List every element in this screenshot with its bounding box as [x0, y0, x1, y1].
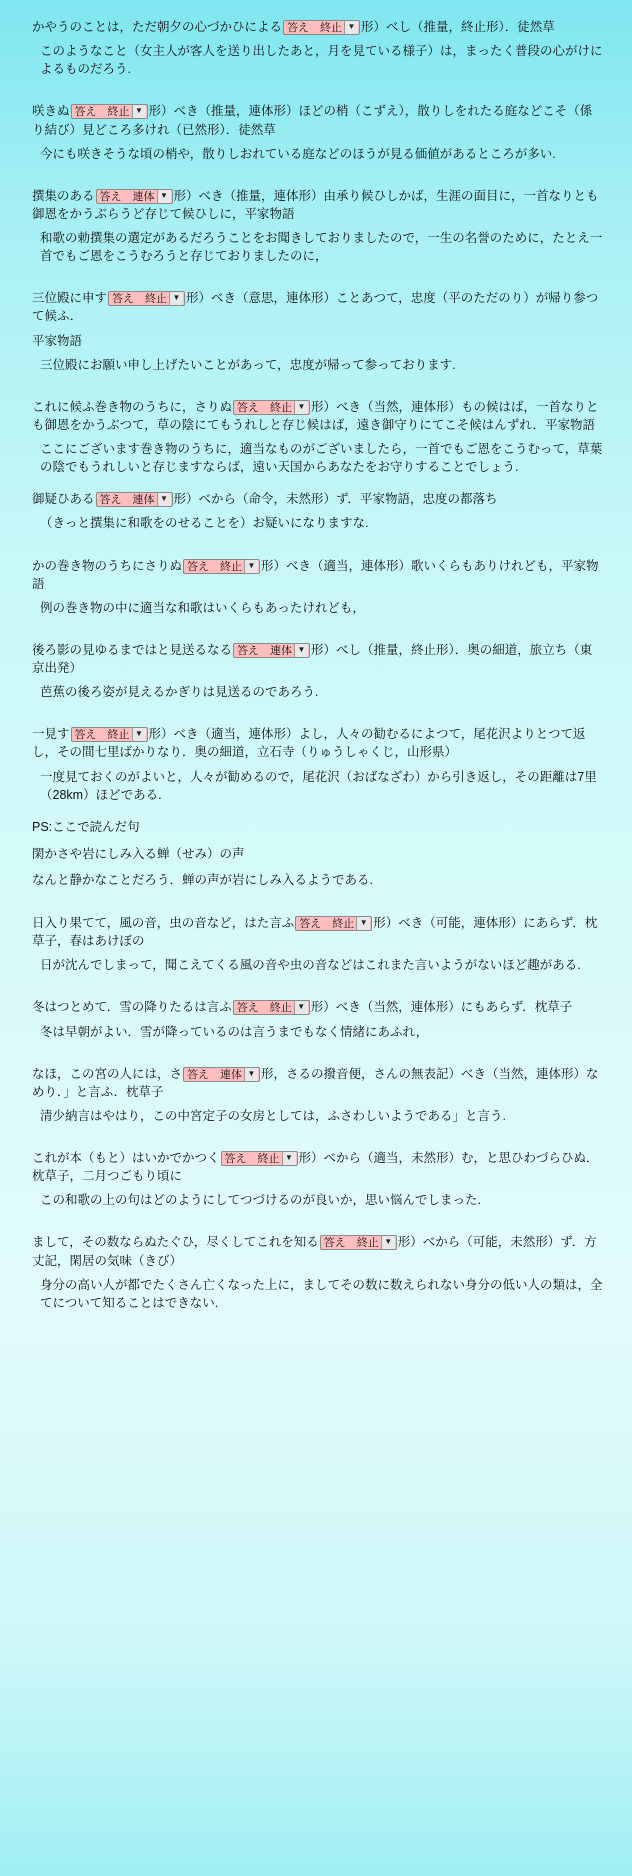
- answer-line: 例の巻き物の中に適当な和歌はいくらもあったけれども，: [40, 600, 365, 615]
- exercise-block: [18, 490, 614, 532]
- question-text-before: かの巻き物のうちにさりぬ: [32, 558, 183, 573]
- question-text-after: 形，さるの撥音便，さんの無表記）べき（当然，連体形）なめり．」と言ふ．枕草子: [32, 1066, 599, 1099]
- question-text-before: これに候ふ巻き物のうちに，さりぬ: [32, 399, 233, 414]
- question-line: [18, 557, 614, 593]
- spacer: [18, 1055, 614, 1065]
- question-text-before: これが本（もと）はいかでかつく: [32, 1151, 220, 1165]
- exercise-block: [18, 725, 614, 804]
- answer-select[interactable]: [108, 291, 185, 306]
- exercise-block: [18, 557, 614, 617]
- question-text-before: 撰集のある: [32, 188, 95, 203]
- answer-select[interactable]: [233, 400, 310, 415]
- haiku-text: 閑かさや岩にしみ入る蝉（せみ）の声: [32, 846, 245, 861]
- answer-select-value: 答え 終止: [187, 560, 243, 573]
- question-text-before: 日入り果てて，風の音，虫の音など，はた言ふ: [32, 916, 295, 930]
- question-text-after: 形）べき（推量，連体形）ほどの梢（こずえ），散りしをれたる庭などこそ（係り結び）見どころ多けれ（已然形）．徒然草: [32, 104, 593, 137]
- exercise-block: [18, 187, 614, 266]
- question-text-after: 形）べき（適当，連体形）歌いくらもありけれども，平家物語: [32, 558, 599, 591]
- exercise-block: [18, 18, 614, 78]
- question-text-after: 形）べき（推量，連体形）由承り候ひしかば，生涯の面目に，一首なりとも御恩をかうぶらうど存じて候ひしに，平家物語: [32, 188, 599, 221]
- chevron-down-icon[interactable]: ▼: [244, 1068, 258, 1081]
- question-line: [18, 18, 614, 36]
- answer-select-value: 答え 連体: [99, 494, 155, 507]
- answer-select-value: 答え 終止: [237, 401, 293, 414]
- question-line: [18, 725, 614, 761]
- question-line: [18, 289, 614, 325]
- answer-line: 日が沈んでしまって，聞こえてくる風の音や虫の音などはこれまた言いようがないほど趣がある.: [40, 958, 581, 973]
- answer-line: この和歌の上の句はどのようにしてつづけるのが良いか，思い悩んでしまった.: [40, 1193, 481, 1208]
- spacer: [18, 715, 614, 725]
- exercise-block: [18, 289, 614, 374]
- question-text-after: 形）べから（命令，未然形）ず．平家物語，忠度の都落ち: [173, 492, 498, 507]
- chevron-down-icon[interactable]: ▼: [294, 644, 308, 657]
- exercise-block: [18, 641, 614, 701]
- answer-select-value: 答え 終止: [74, 106, 130, 119]
- chevron-down-icon[interactable]: ▼: [132, 105, 146, 118]
- question-text-before: 三位殿に申す: [32, 291, 108, 306]
- question-line: [18, 102, 614, 138]
- answer-select-value: 答え 終止: [236, 1002, 292, 1015]
- chevron-down-icon[interactable]: ▼: [169, 292, 183, 305]
- question-line: [18, 998, 614, 1016]
- chevron-down-icon[interactable]: ▼: [282, 1152, 296, 1165]
- answer-select[interactable]: [183, 1067, 260, 1082]
- answer-select-value: 答え 連体: [237, 644, 293, 657]
- answer-line: 芭蕉の後ろ姿が見えるかぎりは見送るのであろう.: [40, 685, 319, 700]
- question-text-before: 御疑ひある: [32, 492, 95, 507]
- answer-line: ここにございます巻き物のうちに，適当なものがございましたら，一首でもご恩をこうむって，草葉の陰でもうれしいと存じますならば，遠い天国からあなたをお守りすることでしょう.: [40, 442, 603, 475]
- chevron-down-icon[interactable]: ▼: [132, 728, 146, 741]
- answer-select[interactable]: [233, 1000, 310, 1015]
- answer-select[interactable]: [295, 916, 372, 931]
- answer-select[interactable]: [183, 559, 260, 574]
- chevron-down-icon[interactable]: ▼: [381, 1236, 395, 1249]
- answer-select[interactable]: [96, 189, 173, 204]
- question-line: [18, 641, 614, 677]
- exercise-block: [18, 1065, 614, 1125]
- question-text-after: 形）べし（推量，終止形）．徒然草: [361, 20, 555, 34]
- answer-line: 三位殿にお願い申し上げたいことがあって，忠度が帰って参っております.: [40, 357, 456, 372]
- answer-select[interactable]: [96, 492, 173, 507]
- answer-select[interactable]: [283, 20, 360, 35]
- question-text-before: かやうのことは，ただ朝夕の心づかひによる: [32, 20, 283, 34]
- question-text-after: 形）べき（当然，連体形）にもあらず．枕草子: [310, 1000, 573, 1015]
- question-text-after: 形）べき（適当，連体形）よし，人々の勧むるによつて，尾花沢よりとつて返し，その間七里ばかりなり．奥の細道，立石寺（りゅうしゃくじ，山形県）: [32, 727, 586, 760]
- question-source: 平家物語: [32, 333, 83, 348]
- question-text-after: 形）べから（適当，未然形）む，と思ひわづらひぬ．枕草子，二月つごもり頃に: [32, 1151, 599, 1184]
- answer-select-value: 答え 終止: [74, 729, 130, 742]
- answer-line: （きっと撰集に和歌をのせることを）お疑いになりますな.: [40, 516, 369, 531]
- exercise-block: [18, 998, 614, 1040]
- answer-select-value: 答え 終止: [224, 1153, 280, 1165]
- answer-line: 和歌の勅撰集の選定があるだろうことをお聞きしておりましたので，一生の名誉のために，たとえ一首でもご恩をこうむろうと存じておりましたのに，: [40, 231, 603, 264]
- chevron-down-icon[interactable]: ▼: [344, 21, 358, 34]
- question-line: [18, 398, 614, 434]
- spacer: [18, 988, 614, 998]
- answer-select-value: 答え 連体: [99, 190, 155, 203]
- answer-line: 清少納言はやはり，この中宮定子の女房としては，ふさわしいようである」と言う.: [40, 1108, 506, 1123]
- spacer: [18, 388, 614, 398]
- answer-select[interactable]: [233, 643, 310, 658]
- question-text-before: 一見す: [32, 727, 70, 742]
- spacer: [18, 1139, 614, 1149]
- spacer: [18, 547, 614, 557]
- spacer: [18, 904, 614, 914]
- question-text-before: 後ろ影の見ゆるまではと見送るなる: [32, 642, 233, 657]
- question-text-after: 形）べき（当然，連体形）もの候はば，一首なりとも御恩をかうぶつて，草の陰にてもうれしと存じ候はば，遠き御守りにてこそ候はんずれ．平家物語: [32, 399, 599, 432]
- question-line: [18, 1149, 614, 1185]
- question-text-before: 冬はつとめて．雪の降りたるは言ふ: [32, 1000, 232, 1015]
- question-line: [18, 490, 614, 508]
- answer-select[interactable]: [71, 104, 148, 119]
- chevron-down-icon[interactable]: ▼: [244, 560, 258, 573]
- spacer: [18, 92, 614, 102]
- question-text-before: なほ，この宮の人には，さ: [32, 1066, 183, 1081]
- chevron-down-icon[interactable]: ▼: [157, 493, 171, 506]
- answer-select-value: 答え 連体: [187, 1068, 243, 1081]
- question-line: [18, 1233, 614, 1269]
- exercise-block: [18, 398, 614, 477]
- spacer: [18, 177, 614, 187]
- answer-line: 冬は早朝がよい．雪が降っているのは言うまでもなく情緒にあふれ，: [40, 1024, 429, 1039]
- answer-select-value: 答え 終止: [323, 1237, 379, 1250]
- exercise-block: [18, 1149, 614, 1209]
- question-text-before: 咲きぬ: [32, 104, 70, 119]
- answer-line: 今にも咲きそうな頃の梢や，散りしおれている庭などのほうが見る価値があるところが多い.: [40, 146, 556, 161]
- chevron-down-icon[interactable]: ▼: [294, 401, 308, 414]
- chevron-down-icon[interactable]: ▼: [294, 1001, 308, 1014]
- spacer: [18, 1223, 614, 1233]
- question-line: [18, 914, 614, 950]
- question-text-after: 形）べき（可能，連体形）にあらず．枕草子，春はあけぼの: [32, 916, 598, 949]
- answer-select-value: 答え 終止: [299, 918, 355, 930]
- answer-line: 一度見ておくのがよいと，人々が勧めるので，尾花沢（おばなざわ）から引き返し，その距離は7里（28km）ほどである.: [40, 769, 597, 802]
- exercise-block: [18, 102, 614, 162]
- ps-block: [18, 818, 614, 890]
- question-line: [18, 1065, 614, 1101]
- spacer: [18, 279, 614, 289]
- ps-label: PS:ここで読んだ句: [32, 819, 140, 834]
- spacer: [18, 631, 614, 641]
- answer-line: 身分の高い人が都でたくさん亡くなった上に，ましてその数に数えられない身分の低い人の類は，全てについて知ることはできない.: [40, 1277, 603, 1310]
- chevron-down-icon[interactable]: ▼: [356, 917, 370, 930]
- answer-select[interactable]: [71, 727, 148, 742]
- question-text-before: まして，その数ならぬたぐひ，尽くしてこれを知る: [32, 1235, 319, 1250]
- answer-select-value: 答え 終止: [112, 293, 168, 306]
- answer-line: このようなこと（女主人が客人を送り出したあと，月を見ている様子）は，まったく普段の心がけによるものだろう.: [40, 44, 603, 77]
- answer-select[interactable]: [221, 1151, 298, 1166]
- exercise-block: [18, 1233, 614, 1312]
- question-text-after: 形）べから（可能，未然形）ず．方丈記，閑居の気味（きび）: [32, 1235, 597, 1268]
- question-text-after: 形）べし（推量，終止形）．奥の細道，旅立ち（東京出発）: [32, 642, 593, 675]
- answer-select-value: 答え 終止: [287, 22, 343, 34]
- haiku-translation: なんと静かなことだろう．蝉の声が岩にしみ入るようである.: [32, 873, 373, 888]
- question-line: [18, 187, 614, 223]
- answer-select[interactable]: [320, 1235, 397, 1250]
- chevron-down-icon[interactable]: ▼: [157, 190, 171, 203]
- exercise-block: [18, 914, 614, 974]
- question-text-after: 形）べき（意思，連体形）ことあつて，忠度（平のただのり）が帰り参つて候ふ．: [32, 291, 599, 324]
